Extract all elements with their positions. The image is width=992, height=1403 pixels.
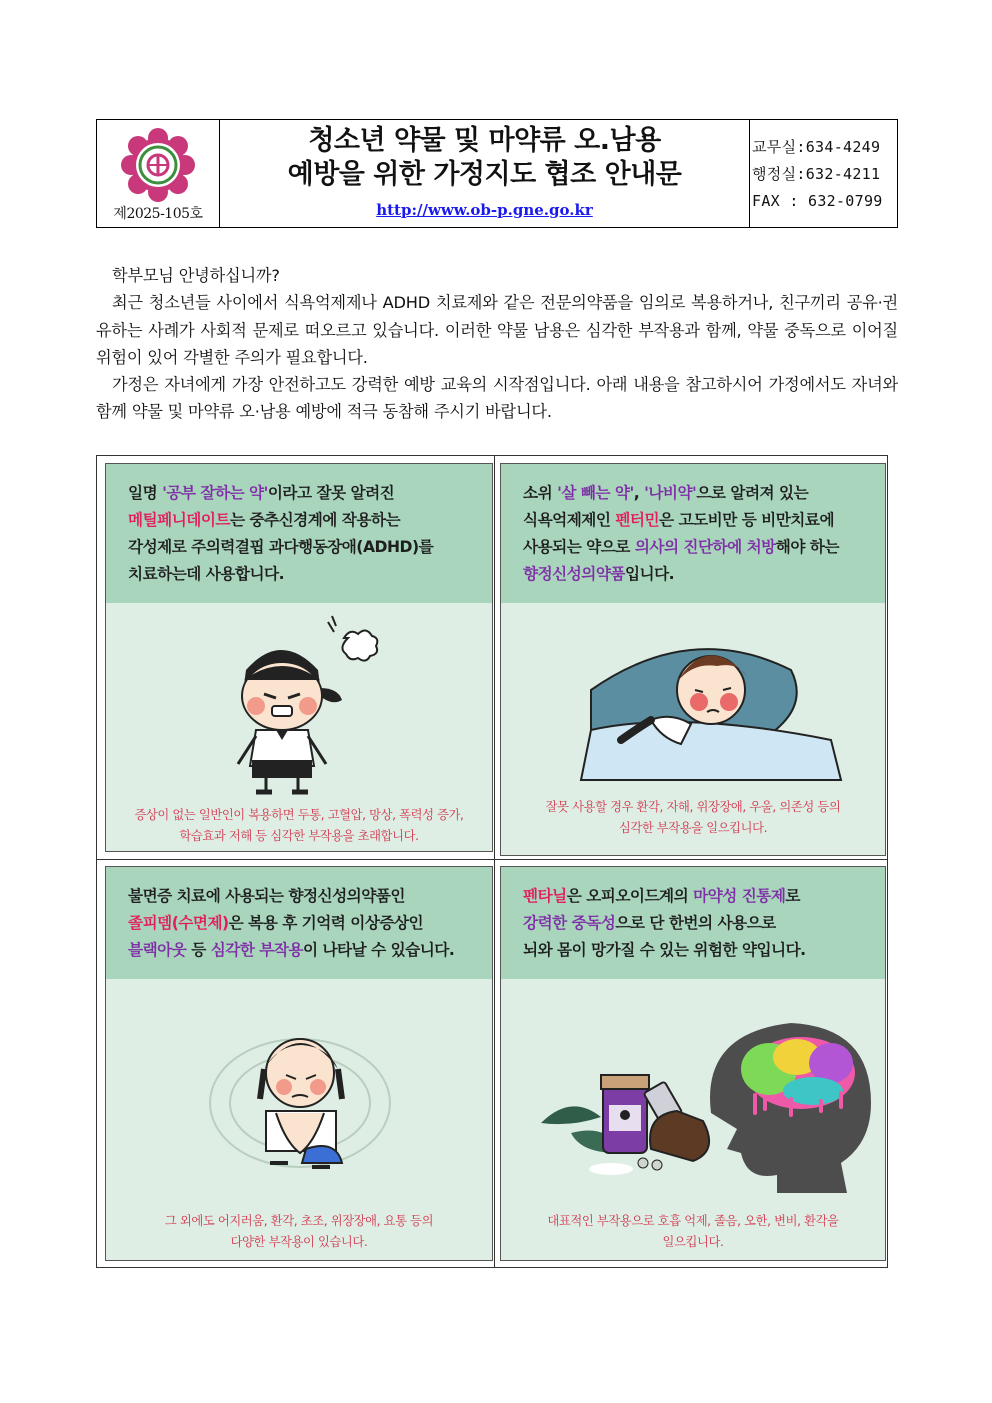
pills-and-brain-illustration — [501, 1003, 887, 1193]
card-heading-highlight: 의사의 진단하에 처방 — [634, 538, 776, 556]
card-heading-text: 소위 — [523, 484, 558, 502]
card-heading — [501, 867, 885, 979]
card-footnote — [501, 797, 885, 839]
card-heading-highlight: 마약성 진통제 — [693, 887, 786, 905]
card-heading — [106, 464, 492, 603]
letter-paragraph-2: 가정은 자녀에게 가장 안전하고도 강력한 예방 교육의 시작점입니다. 아래 내용을 참고하시어 가정에서도 자녀와 함께 약물 및 마약류 오·남용 예방에 적극 동참해 주시기 바랍니다. — [96, 375, 898, 422]
card-footnote-line1: 대표적인 부작용으로 호흡 억제, 졸음, 오한, 변비, 환각을 — [547, 1214, 839, 1228]
card-heading-text: 사용되는 약으로 — [523, 538, 635, 556]
school-website-link[interactable]: http://www.ob-p.gne.go.kr — [376, 201, 593, 219]
card-heading-text: 이라고 잘못 알려진 — [267, 484, 395, 502]
card-heading-text: 각성제로 주의력결핍 과다행동장애(ADHD)를 — [128, 538, 434, 556]
dizzy-student-illustration — [106, 1003, 494, 1193]
card-heading-highlight: 블랙아웃 — [128, 941, 187, 959]
contact-teachers-office: 교무실:634-4249 — [752, 138, 881, 156]
card-heading-text: 으로 단 한번의 사용으로 — [615, 914, 776, 932]
card-heading-highlight: 메틸페니데이트 — [128, 511, 230, 529]
card-phentermine — [500, 463, 886, 856]
card-heading-highlight: 심각한 부작용 — [210, 941, 303, 959]
document-title-line1: 청소년 약물 및 마약류 오.남용 — [308, 125, 661, 156]
card-heading-text: 은 오피오이드계의 — [566, 887, 694, 905]
school-emblem-icon — [119, 126, 197, 204]
card-heading-text: 불면증 치료에 사용되는 향정신성의약품인 — [128, 887, 405, 905]
angry-student-illustration — [106, 610, 494, 800]
card-heading — [501, 464, 885, 603]
card-footnote-line2: 일으킵니다. — [662, 1235, 724, 1249]
document-title-cell — [220, 120, 750, 227]
document-title-line2: 예방을 위한 가정지도 협조 안내문 — [287, 159, 682, 190]
card-heading-text: 는 중추신경계에 작용하는 — [229, 511, 401, 529]
card-footnote — [106, 1211, 492, 1253]
card-heading-text: 입니다. — [624, 565, 675, 583]
card-footnote-line2: 다양한 부작용이 있습니다. — [230, 1235, 368, 1249]
card-fentanyl — [500, 866, 886, 1261]
card-heading-text: 은 복용 후 기억력 이상증상인 — [228, 914, 424, 932]
card-footnote-line2: 학습효과 저해 등 심각한 부작용을 초래합니다. — [179, 829, 419, 843]
letter-body — [96, 262, 898, 426]
card-heading-highlight: 펜타닐 — [523, 887, 567, 905]
card-heading-text: 치료하는데 사용합니다. — [128, 565, 284, 583]
card-footnote — [106, 805, 492, 847]
card-heading-highlight: '나비약' — [644, 484, 697, 502]
card-footnote-line1: 잘못 사용할 경우 환각, 자해, 위장장애, 우울, 의존성 등의 — [545, 800, 841, 814]
card-heading-highlight: 졸피뎀(수면제) — [128, 914, 229, 932]
contact-admin-office: 행정실:632-4211 — [752, 165, 881, 183]
card-zolpidem — [105, 866, 493, 1261]
letter-greeting: 학부모님 안녕하십니까? — [112, 266, 280, 285]
document-header — [96, 119, 898, 228]
card-footnote-line1: 그 외에도 어지러움, 환각, 초조, 위장장애, 요통 등의 — [164, 1214, 434, 1228]
card-methylphenidate — [105, 463, 493, 852]
card-heading-text: 일명 — [128, 484, 163, 502]
sick-student-in-bed-illustration — [501, 610, 887, 790]
card-heading-text: , — [633, 484, 645, 502]
contact-info — [750, 120, 897, 227]
letter-paragraph-1: 최근 청소년들 사이에서 식욕억제제나 ADHD 치료제와 같은 전문의약품을 임의로 복용하거나, 친구끼리 공유·권유하는 사례가 사회적 문제로 떠오르고 있습니다. 이러한 약물 남용은 심각한 부작용과 함께, 약물 중독으로 이어질 위험이 있어 각별한 주의가 필요합니다. — [96, 293, 898, 367]
card-heading-text: 로 — [785, 887, 800, 905]
card-heading-text: 으로 알려져 있는 — [696, 484, 809, 502]
card-footnote — [501, 1211, 885, 1253]
document-number: 제2025-105호 — [113, 206, 203, 222]
card-heading-text: 해야 하는 — [775, 538, 839, 556]
card-heading-text: 이 나타날 수 있습니다. — [303, 941, 455, 959]
card-heading-text: 뇌와 몸이 망가질 수 있는 위험한 약입니다. — [523, 941, 806, 959]
card-heading-text: 은 고도비만 등 비만치료에 — [659, 511, 835, 529]
grid-divider-horizontal — [97, 859, 887, 860]
contact-fax: FAX : 632-0799 — [752, 192, 883, 210]
card-footnote-line1: 증상이 없는 일반인이 복용하면 두통, 고혈압, 망상, 폭력성 증가, — [134, 808, 464, 822]
card-heading-highlight: 강력한 중독성 — [523, 914, 616, 932]
school-logo-cell — [97, 120, 220, 227]
card-heading-text: 식욕억제제인 — [523, 511, 616, 529]
grid-divider-vertical — [494, 456, 495, 1267]
card-heading-text: 등 — [186, 941, 211, 959]
card-heading — [106, 867, 492, 979]
card-heading-highlight: '공부 잘하는 약' — [162, 484, 268, 502]
card-heading-highlight: 향정신성의약품 — [523, 565, 625, 583]
card-footnote-line2: 심각한 부작용을 일으킵니다. — [618, 821, 768, 835]
card-heading-highlight: 펜터민 — [615, 511, 660, 529]
card-heading-highlight: '살 빼는 약' — [557, 484, 634, 502]
drug-info-cards — [96, 455, 888, 1268]
